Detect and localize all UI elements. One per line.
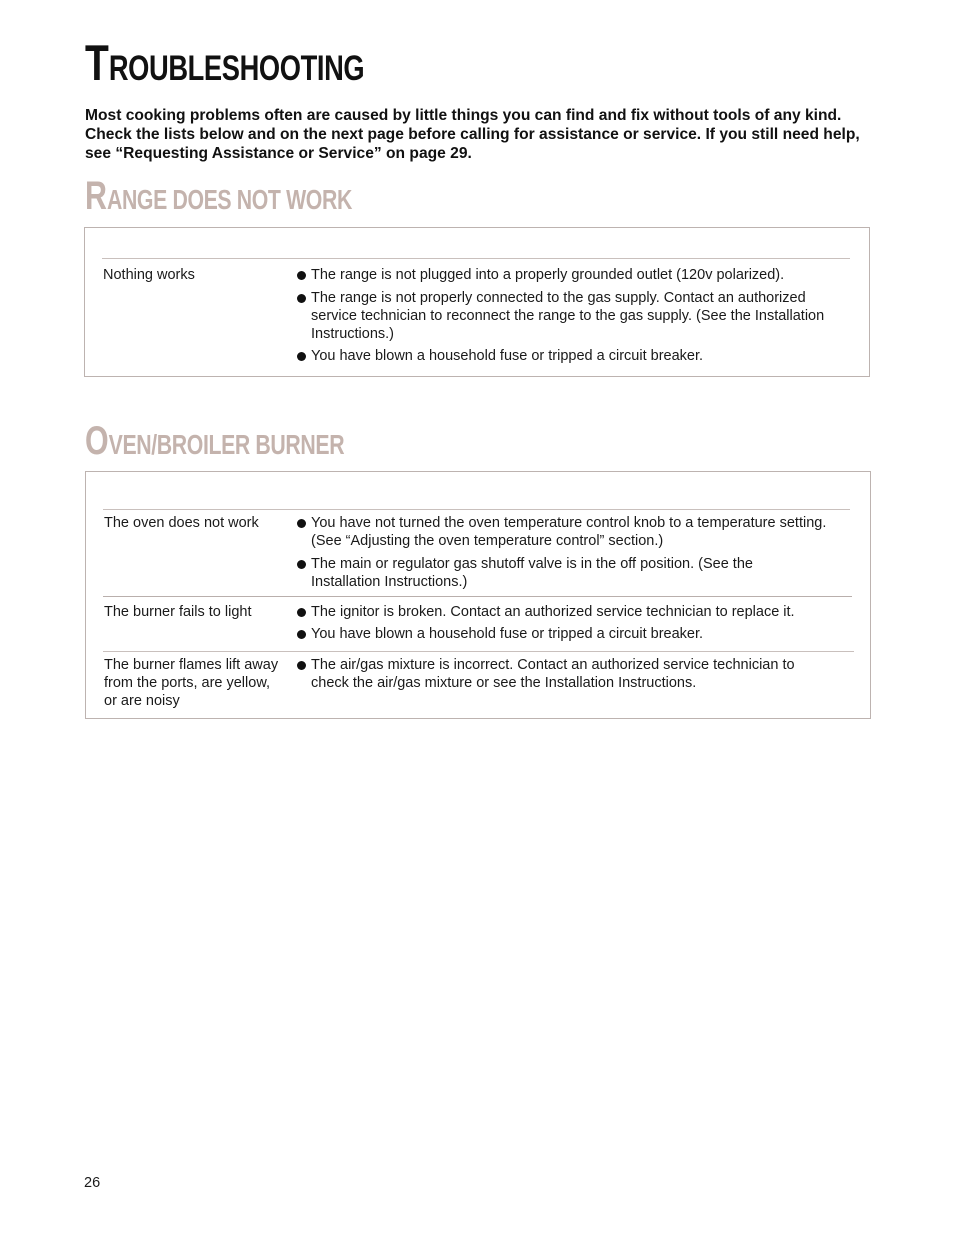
problem-label: The burner flames lift away from the ports, are yellow, or are noisy <box>104 657 279 709</box>
cause-text: You have blown a household fuse or tripped a circuit breaker. <box>311 348 704 364</box>
bullet-icon <box>297 661 306 670</box>
section-title-initial: O <box>85 419 109 463</box>
cause-item <box>297 625 842 643</box>
cause-text: You have not turned the oven temperature control knob to a temperature setting. (See “Adjusting the oven temperature control” section.) <box>311 515 827 549</box>
cause-text: The range is not properly connected to the gas supply. Contact an authorized service technician to reconnect the range to the gas supply. (See the Installation Instructions.) <box>311 290 825 342</box>
row-divider <box>103 651 854 652</box>
problem-label: Nothing works <box>103 267 195 283</box>
row-divider <box>103 596 852 597</box>
cause-text: The range is not plugged into a properly grounded outlet (120v polarized). <box>311 267 785 283</box>
cause-text: The ignitor is broken. Contact an authorized service technician to replace it. <box>311 604 795 620</box>
section-title-rest: ANGE DOES NOT WORK <box>106 184 352 215</box>
bullet-icon <box>297 271 306 280</box>
cause-item <box>297 555 817 591</box>
bullet-icon <box>297 608 306 617</box>
problem-label: The oven does not work <box>104 515 259 531</box>
section-title-oven-broiler <box>85 421 344 461</box>
table-header-rule <box>102 258 850 259</box>
cause-item <box>297 656 832 692</box>
cause-item <box>297 289 827 343</box>
cause-text: The air/gas mixture is incorrect. Contact an authorized service technician to check the air/gas mixture or see the Installation Instructions. <box>311 657 795 691</box>
page-title-rest: ROUBLESHOOTING <box>108 49 365 88</box>
cause-item <box>297 266 842 284</box>
page-title-initial: T <box>85 35 109 91</box>
page-title <box>85 35 365 91</box>
intro-paragraph: Most cooking problems often are caused by little things you can find and fix without tools of any kind. Check the lists below and on the next page before calling for assistance or service. If you still need help, see “Requesting Assistance or Service” on page 29. <box>85 107 860 162</box>
bullet-icon <box>297 352 306 361</box>
cause-text: The main or regulator gas shutoff valve is in the off position. (See the Installation Instructions.) <box>311 556 753 590</box>
cause-item <box>297 347 842 365</box>
bullet-icon <box>297 560 306 569</box>
section-title-initial: R <box>85 174 107 218</box>
bullet-icon <box>297 294 306 303</box>
cause-text: You have blown a household fuse or tripped a circuit breaker. <box>311 626 704 642</box>
cause-item <box>297 514 837 550</box>
problem-label: The burner fails to light <box>104 604 252 620</box>
cause-item <box>297 603 852 621</box>
bullet-icon <box>297 630 306 639</box>
bullet-icon <box>297 519 306 528</box>
table-header-rule <box>103 509 850 510</box>
section-title-rest: VEN/BROILER BURNER <box>108 429 345 460</box>
page-number: 26 <box>84 1175 101 1191</box>
section-title-range <box>85 176 352 216</box>
